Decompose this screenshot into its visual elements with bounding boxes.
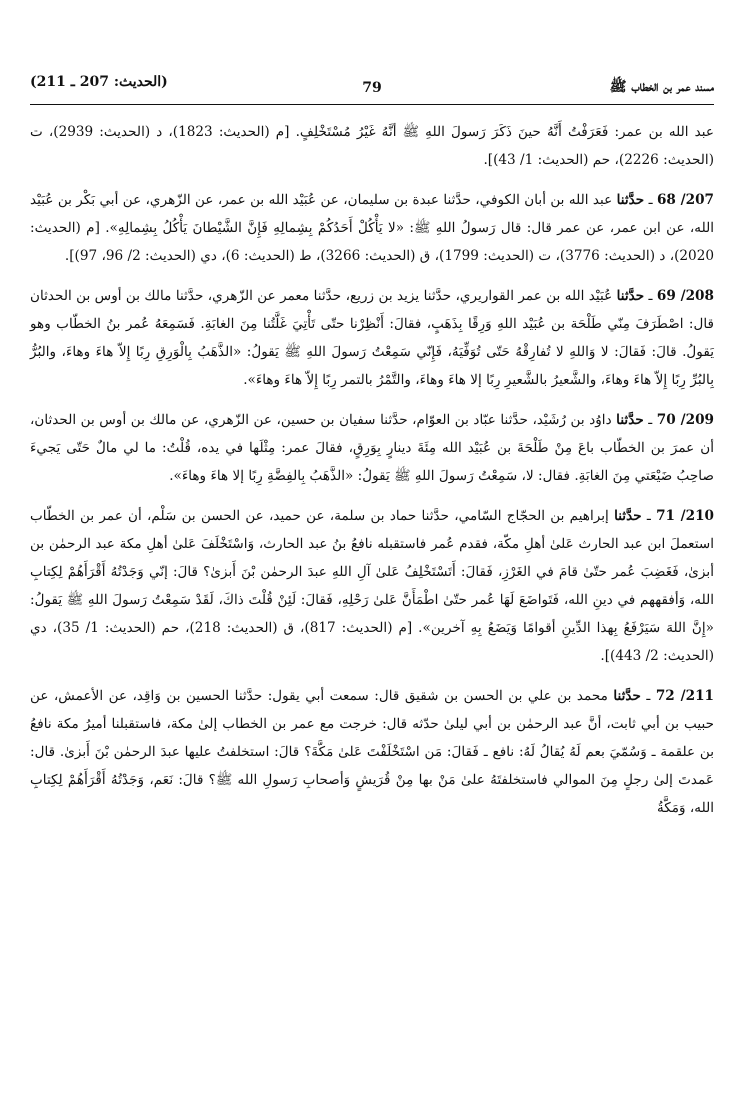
hadith-range: (الحديث: 207 ـ 211) bbox=[30, 74, 168, 90]
hadith-lead: حدَّثنا bbox=[613, 688, 641, 704]
paragraph-continued bbox=[30, 118, 714, 174]
hadith-lead: حدَّثنا bbox=[616, 192, 645, 208]
paragraph-text: محمد بن علي بن الحسن بن شقيق قال: سمعت أبي يقول: حدَّثنا الحسين بن وَاقِد، عن الأعمش، عن حبيب بن أبي ثابت، أنَّ عبد الرحمٰن بن أبي ليلىٰ حدّثه قال: خرجت مع عمر بن الخطاب إلىٰ مكة، فاستقبلنا أميرُ مكة نافعُ بن علقمة ـ وَسُمّيَ بعم لَهُ يُقالُ لَهُ: نافع ـ فَقالَ: مَن اسْتَخْلَفْتَ عَلىٰ مَكَّةَ؟ قالَ: استخلفتُ عليها عبدَ الرحمٰن بْنَ أَبزىٰ. قال: عَمدتَ إلىٰ رجلٍ مِنَ الموالي فاستخلفتَهُ علىٰ مَنْ بها مِنْ قُرَيشٍ وَأصحابِ رَسولِ الله ﷺ؟ قالَ: نَعَم، وَجَدْتُهُ أَقْرَأَهُمْ لِكِتابِ الله، وَمَكَّةُ bbox=[30, 688, 714, 816]
hadith-paragraph: 208/ 69 ـ حدَّثنا عُبَيْد الله بن عمر القواريري، حدَّثنا يزيد بن زريع، حدَّثنا معمر عن الزّهري، حدَّثنا مالك بن أوس بن الحدثان قال: اصْطَرَفَ مِنّي طَلْحَة بن عُبَيْد اللهِ وَرِقًا بِذَهَبٍ، فقالَ: أَنْظِرْنا حتّى تَأْتِيَ غَلَّتُنا مِنَ الغابَةِ. فَسَمِعَهُ عُمر بنُ الخطّاب وهو يَقولُ. قالَ: فَقالَ: لا وَاللهِ لا تُفارِقْهُ حَتّى تُوَفِّيَهُ، فَإِنّي سَمِعْتُ رَسولَ اللهِ ﷺ يَقولُ: «الذَّهَبُ بِالْوَرِقِ رِبًا إِلاّ هاءَ وهاءَ، والبُرُّ بِالبُرِّ رِبًا إِلاّ هاءَ وهاءَ، والشَّعيرُ بالشَّعيرِ رِبًا إلا هاءَ وهاءَ، والتَّمْرُ بالتمر رِبًا إِلاّ هاءَ وهاءَ». bbox=[30, 288, 714, 388]
hadith-paragraph: 210/ 71 ـ حدَّثنا إبراهيم بن الحجّاج السّامي، حدَّثنا حماد بن سلمة، عن حميد، عن الحسن بن سَلْم، أن عمر بن الخطّاب استعملَ ابن عبد الحارث عَلىٰ أهلِ مكّة، فقدم عُمر فاستقبله نافعُ بنُ عبد الحارث، وَاسْتَخْلَفَ عَلىٰ أهلِ مكة عبد الرحمٰن بن أبزىٰ، فَغَضِبَ عُمر حتّىٰ قامَ في الغَرْزِ، فَقالَ: أَتَسْتَخْلِفُ عَلىٰ آلِ اللهِ عبدَ الرحمٰن بْنَ أَبزىٰ؟ قالَ: إنّي وَجَدْتُهُ أَقْرَأَهُمْ لِكِتابِ الله، وَأفقههم في دينِ الله، فَتَواضَعَ لَهَا عُمر حتّىٰ اطْمَأَنَّ عَلىٰ رَحْلِهِ، فَقالَ: لَئِنْ قُلْتَ ذاكَ، لَقَدْ سَمِعْتُ رَسولَ اللهِ ﷺ يَقولُ: «إِنَّ اللهَ سَيَرْفَعُ بِهذا الدِّينِ أقوامًا وَيَضَعُ بِهِ آخرين». [م (الحديث: 817)، ق (الحديث: 218)، حم (الحديث: 1/ 35)، دي (الحديث: 2/ 443)]. bbox=[30, 508, 715, 664]
hadith-number: 211/ 72 bbox=[655, 688, 714, 704]
hadith-number: 210/ 71 bbox=[656, 508, 715, 524]
header-divider bbox=[30, 104, 714, 105]
page-body bbox=[30, 118, 714, 834]
paragraph-text: داوُد بن رُشَيْد، حدَّثنا عبّاد بن العوّام، حدَّثنا سفيان بن حسين، عن الزّهري، عن مالك بن أوس بن الحدثان، أن عمرَ بن الخطّاب باعَ مِنْ طَلْحَةَ بن عُبَيْد الله مِئَةَ دينارٍ بِوَرِقٍ، فقالَ عمر: مِثْلَها في يده، قُلْتُ: ما لي مالٌ حَتّى يَجيءَ صاحِبُ ضَيْعَتي مِنَ الغابَةِ. فقال: لا، سَمِعْتُ رَسولَ اللهِ ﷺ يَقولُ: «الذَّهَبُ بِالفِضَّةِ رِبًا إلا هاءَ وهاءَ». bbox=[30, 412, 714, 484]
paragraph-text: عُبَيْد الله بن عمر القواريري، حدَّثنا يزيد بن زريع، حدَّثنا معمر عن الزّهري، حدَّثنا مالك بن أوس بن الحدثان قال: اصْطَرَفَ مِنّي طَلْحَة بن عُبَيْد اللهِ وَرِقًا بِذَهَبٍ، فقالَ: أَنْظِرْنا حتّى تَأْتِيَ غَلَّتُنا مِنَ الغابَةِ. فَسَمِعَهُ عُمر بنُ الخطّاب وهو يَقولُ. قالَ: فَقالَ: لا وَاللهِ لا تُفارِقْهُ حَتّى تُوَفِّيَهُ، فَإِنّي سَمِعْتُ رَسولَ اللهِ ﷺ يَقولُ: «الذَّهَبُ بِالْوَرِقِ رِبًا إِلاّ هاءَ وهاءَ، والبُرُّ بِالبُرِّ رِبًا إِلاّ هاءَ وهاءَ، والشَّعيرُ بالشَّعيرِ رِبًا إلا هاءَ وهاءَ، والتَّمْرُ بالتمر رِبًا إِلاّ هاءَ وهاءَ». bbox=[30, 288, 714, 388]
hadith-paragraph: 211/ 72 ـ حدَّثنا محمد بن علي بن الحسن بن شقيق قال: سمعت أبي يقول: حدَّثنا الحسين بن وَاقِد، عن الأعمش، عن حبيب بن أبي ثابت، أنَّ عبد الرحمٰن بن أبي ليلىٰ حدّثه قال: خرجت مع عمر بن الخطاب إلىٰ مكة، فاستقبلنا أميرُ مكة نافعُ بن علقمة ـ وَسُمّيَ بعم لَهُ يُقالُ لَهُ: نافع ـ فَقالَ: مَن اسْتَخْلَفْتَ عَلىٰ مَكَّةَ؟ قالَ: استخلفتُ عليها عبدَ الرحمٰن بْنَ أَبزىٰ. قال: عَمدتَ إلىٰ رجلٍ مِنَ الموالي فاستخلفتَهُ علىٰ مَنْ بها مِنْ قُرَيشٍ وَأصحابِ رَسولِ الله ﷺ؟ قالَ: نَعَم، وَجَدْتُهُ أَقْرَأَهُمْ لِكِتابِ الله، وَمَكَّةُ bbox=[30, 688, 714, 816]
hadith-number: 209/ 70 bbox=[656, 412, 715, 428]
hadith-lead: حدَّثنا bbox=[614, 508, 642, 524]
paragraph-text: إبراهيم بن الحجّاج السّامي، حدَّثنا حماد بن سلمة، عن حميد، عن الحسن بن سَلْم، أن عمر بن الخطّاب استعملَ ابن عبد الحارث عَلىٰ أهلِ مكّة، فقدم عُمر فاستقبله نافعُ بنُ عبد الحارث، وَاسْتَخْلَفَ عَلىٰ أهلِ مكة عبد الرحمٰن بن أبزىٰ، فَغَضِبَ عُمر حتّىٰ قامَ في الغَرْزِ، فَقالَ: أَتَسْتَخْلِفُ عَلىٰ آلِ اللهِ عبدَ الرحمٰن بْنَ أَبزىٰ؟ قالَ: إنّي وَجَدْتُهُ أَقْرَأَهُمْ لِكِتابِ الله، وَأفقههم في دينِ الله، فَتَواضَعَ لَهَا عُمر حتّىٰ اطْمَأَنَّ عَلىٰ رَحْلِهِ، فَقالَ: لَئِنْ قُلْتَ ذاكَ، لَقَدْ سَمِعْتُ رَسولَ اللهِ ﷺ يَقولُ: «إِنَّ اللهَ سَيَرْفَعُ بِهذا الدِّينِ أقوامًا وَيَضَعُ بِهِ آخرين». [م (الحديث: 817)، ق (الحديث: 218)، حم (الحديث: 1/ 35)، دي (الحديث: 2/ 443)]. bbox=[30, 508, 714, 664]
hadith-paragraph: 207/ 68 ـ حدَّثنا عبد الله بن أبان الكوفي، حدَّثنا عبدة بن سليمان، عن عُبَيْد الله بن عمر، عن الزّهري، عن أبي بَكْر بن عُبَيْد الله، عن ابن عمر، عن عمر قال: قال رَسولُ اللهِ ﷺ: «لا يَأْكُلْ أَحَدُكُمْ بِشِمالِهِ فَإِنَّ الشَّيْطانَ يَأْكُلُ بِشِمالِهِ». [م (الحديث: 2020)، د (الحديث: 3776)، ت (الحديث: 1799)، ق (الحديث: 3266)، ط (الحديث: 6)، دي (الحديث: 2/ 96، 97)]. bbox=[30, 192, 715, 264]
hadith-lead: حدَّثنا bbox=[616, 288, 645, 304]
page-header bbox=[30, 72, 714, 102]
page-number: 79 bbox=[362, 80, 382, 96]
hadith-number: 208/ 69 bbox=[656, 288, 714, 304]
book-title: مسند عمر بن الخطاب ﷺ bbox=[609, 79, 714, 95]
paragraph-text: عبد الله بن عمر: فَعَرَفْتُ أَنَّهُ حينَ ذَكَرَ رَسولَ اللهِ ﷺ أنَّهُ غَيْرُ مُسْتَخْلِفٍ. [م (الحديث: 1823)، د (الحديث: 2939)، ت (الحديث: 2226)، حم (الحديث: 1/ 43)]. bbox=[30, 124, 714, 168]
paragraph-text: عبد الله بن أبان الكوفي، حدَّثنا عبدة بن سليمان، عن عُبَيْد الله بن عمر، عن الزّهري، عن أبي بَكْر بن عُبَيْد الله، عن ابن عمر، عن عمر قال: قال رَسولُ اللهِ ﷺ: «لا يَأْكُلْ أَحَدُكُمْ بِشِمالِهِ فَإِنَّ الشَّيْطانَ يَأْكُلُ بِشِمالِهِ». [م (الحديث: 2020)، د (الحديث: 3776)، ت (الحديث: 1799)، ق (الحديث: 3266)، ط (الحديث: 6)، دي (الحديث: 2/ 96، 97)]. bbox=[30, 192, 715, 264]
hadith-paragraph: 209/ 70 ـ حدَّثنا داوُد بن رُشَيْد، حدَّثنا عبّاد بن العوّام، حدَّثنا سفيان بن حسين، عن الزّهري، عن مالك بن أوس بن الحدثان، أن عمرَ بن الخطّاب باعَ مِنْ طَلْحَةَ بن عُبَيْد الله مِئَةَ دينارٍ بِوَرِقٍ، فقالَ عمر: مِثْلَها في يده، قُلْتُ: ما لي مالٌ حَتّى يَجيءَ صاحِبُ ضَيْعَتي مِنَ الغابَةِ. فقال: لا، سَمِعْتُ رَسولَ اللهِ ﷺ يَقولُ: «الذَّهَبُ بِالفِضَّةِ رِبًا إلا هاءَ وهاءَ». bbox=[30, 412, 715, 484]
hadith-lead: حدَّثنا bbox=[616, 412, 644, 428]
hadith-number: 207/ 68 bbox=[656, 192, 715, 208]
